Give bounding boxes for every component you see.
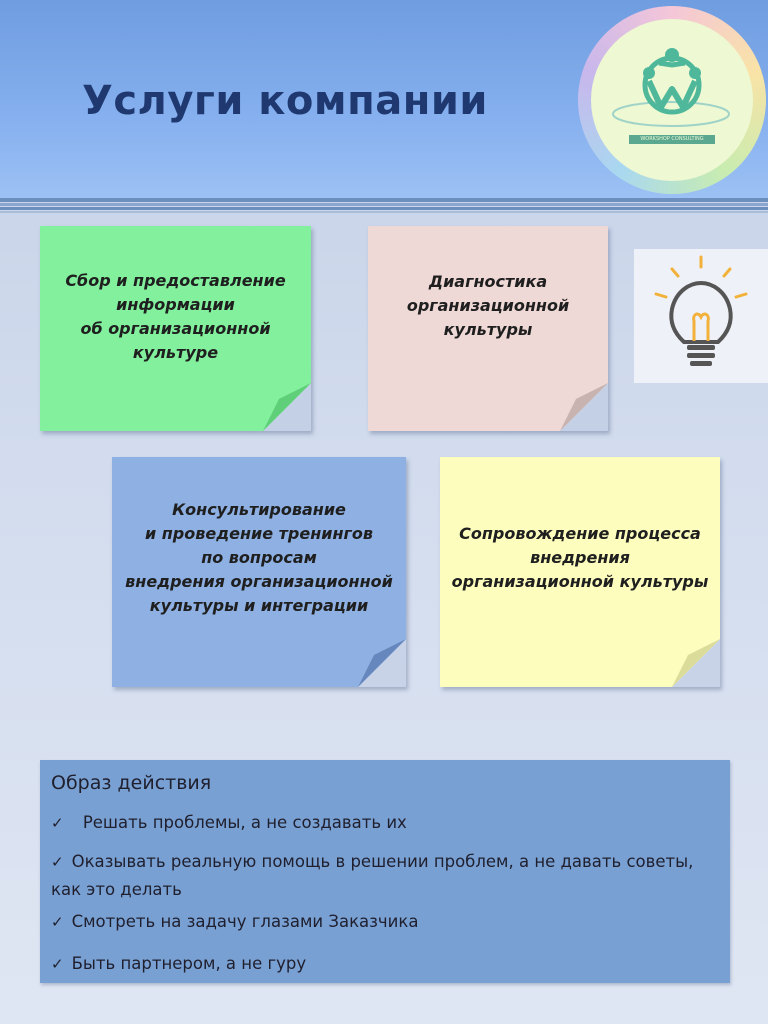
service-text: Сопровождение процесса внедрения организационной культуры [451, 524, 709, 591]
checkmark-icon: ✓ [51, 913, 64, 931]
checkmark-icon: ✓ [51, 955, 64, 973]
header-divider [0, 207, 768, 210]
page-fold [263, 383, 311, 431]
service-text: Сбор и предоставление информации об организационной культуре [65, 271, 286, 362]
service-note-consulting [112, 457, 406, 687]
principle-text: Смотреть на задачу глазами Заказчика [71, 912, 419, 931]
principles-title: Образ действия [51, 772, 212, 794]
page-fold [672, 639, 720, 687]
logo-caption: WORKSHOP CONSULTING [629, 135, 715, 144]
principles-panel [40, 760, 730, 983]
page-title: Услуги компании [82, 78, 488, 124]
checkmark-icon: ✓ [51, 814, 64, 832]
lightbulb-icon [634, 249, 768, 383]
header-divider [0, 203, 768, 206]
principle-item [51, 908, 721, 936]
service-note-diagnostics [368, 226, 608, 431]
checkmark-icon: ✓ [51, 853, 64, 871]
header-divider [0, 211, 768, 213]
principle-text: Быть партнером, а не гуру [71, 954, 307, 973]
service-note-information [40, 226, 311, 431]
page-fold [358, 639, 406, 687]
page-fold [560, 383, 608, 431]
service-text: Диагностика организационной культуры [406, 272, 570, 339]
header-divider [0, 198, 768, 202]
service-text: Консультирование и проведение тренингов по вопросам внедрения организационной культуры и интеграции [125, 500, 393, 615]
logo-icon [591, 19, 753, 181]
principle-text: Решать проблемы, а не создавать их [82, 813, 407, 832]
service-note-support [440, 457, 720, 687]
principle-item [51, 848, 721, 904]
principle-item [51, 809, 721, 837]
principle-item [51, 950, 721, 978]
principle-text: Оказывать реальную помощь в решении проблем, а не давать советы, как это делать [51, 852, 694, 899]
company-logo [578, 6, 766, 194]
